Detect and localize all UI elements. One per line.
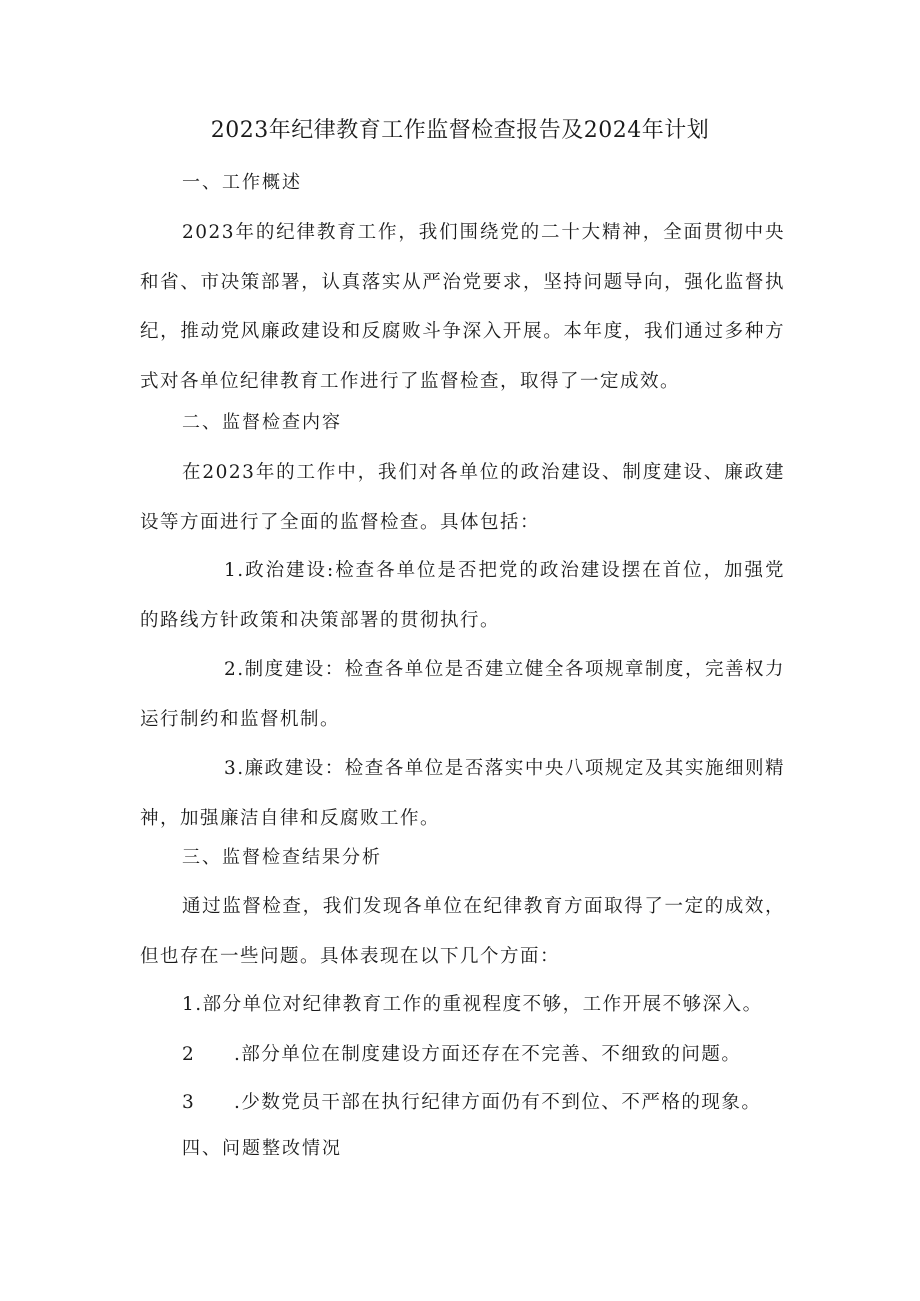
item-text: .廉政建设：检查各单位是否落实中央八项规定及其实施细则精神，加强廉洁自律和反腐败工作。 [140,758,785,829]
inspection-item-political [140,546,785,645]
inspection-item-institutional [140,645,785,744]
item-text: .部分单位对纪律教育工作的重视程度不够，工作开展不够深入。 [195,994,763,1015]
section-heading-inspection-content: 二、监督检查内容 [182,412,342,433]
result-item-2 [182,1040,741,1070]
document-title: 2023年纪律教育工作监督检查报告及2024年计划 [210,118,710,143]
result-item-3 [182,1088,761,1118]
section-heading-results-analysis: 三、监督检查结果分析 [182,847,382,868]
item-number: 3 [224,758,238,779]
item-text: .制度建设：检查各单位是否建立健全各项规章制度，完善权力运行制约和监督机制。 [140,659,785,730]
item-number: 3 [182,1092,196,1113]
results-intro-paragraph: 通过监督检查，我们发现各单位在纪律教育方面取得了一定的成效，但也存在一些问题。具体表现在以下几个方面： [140,896,785,967]
item-text: .少数党员干部在执行纪律方面仍有不到位、不严格的现象。 [234,1092,762,1113]
item-text: .政治建设:检查各单位是否把党的政治建设摆在首位，加强党的路线方针政策和决策部署的贯彻执行。 [140,560,785,631]
inspection-intro-paragraph: 在2023年的工作中，我们对各单位的政治建设、制度建设、廉政建设等方面进行了全面的监督检查。具体包括： [140,462,785,533]
section-heading-overview: 一、工作概述 [182,172,302,193]
item-number: 2 [182,1044,196,1065]
item-text: .部分单位在制度建设方面还存在不完善、不细致的问题。 [234,1044,742,1065]
item-number: 1 [224,560,238,581]
section-heading-rectification: 四、问题整改情况 [182,1138,342,1159]
overview-paragraph: 2023年的纪律教育工作，我们围绕党的二十大精神，全面贯彻中央和省、市决策部署，认真落实从严治党要求，坚持问题导向，强化监督执纪，推动党风廉政建设和反腐败斗争深入开展。本年度，我们通过多种方式对各单位纪律教育工作进行了监督检查，取得了一定成效。 [140,222,785,392]
item-number: 2 [224,659,238,680]
item-number: 1 [182,994,196,1015]
inspection-item-integrity [140,744,785,843]
result-item-1 [182,990,763,1020]
